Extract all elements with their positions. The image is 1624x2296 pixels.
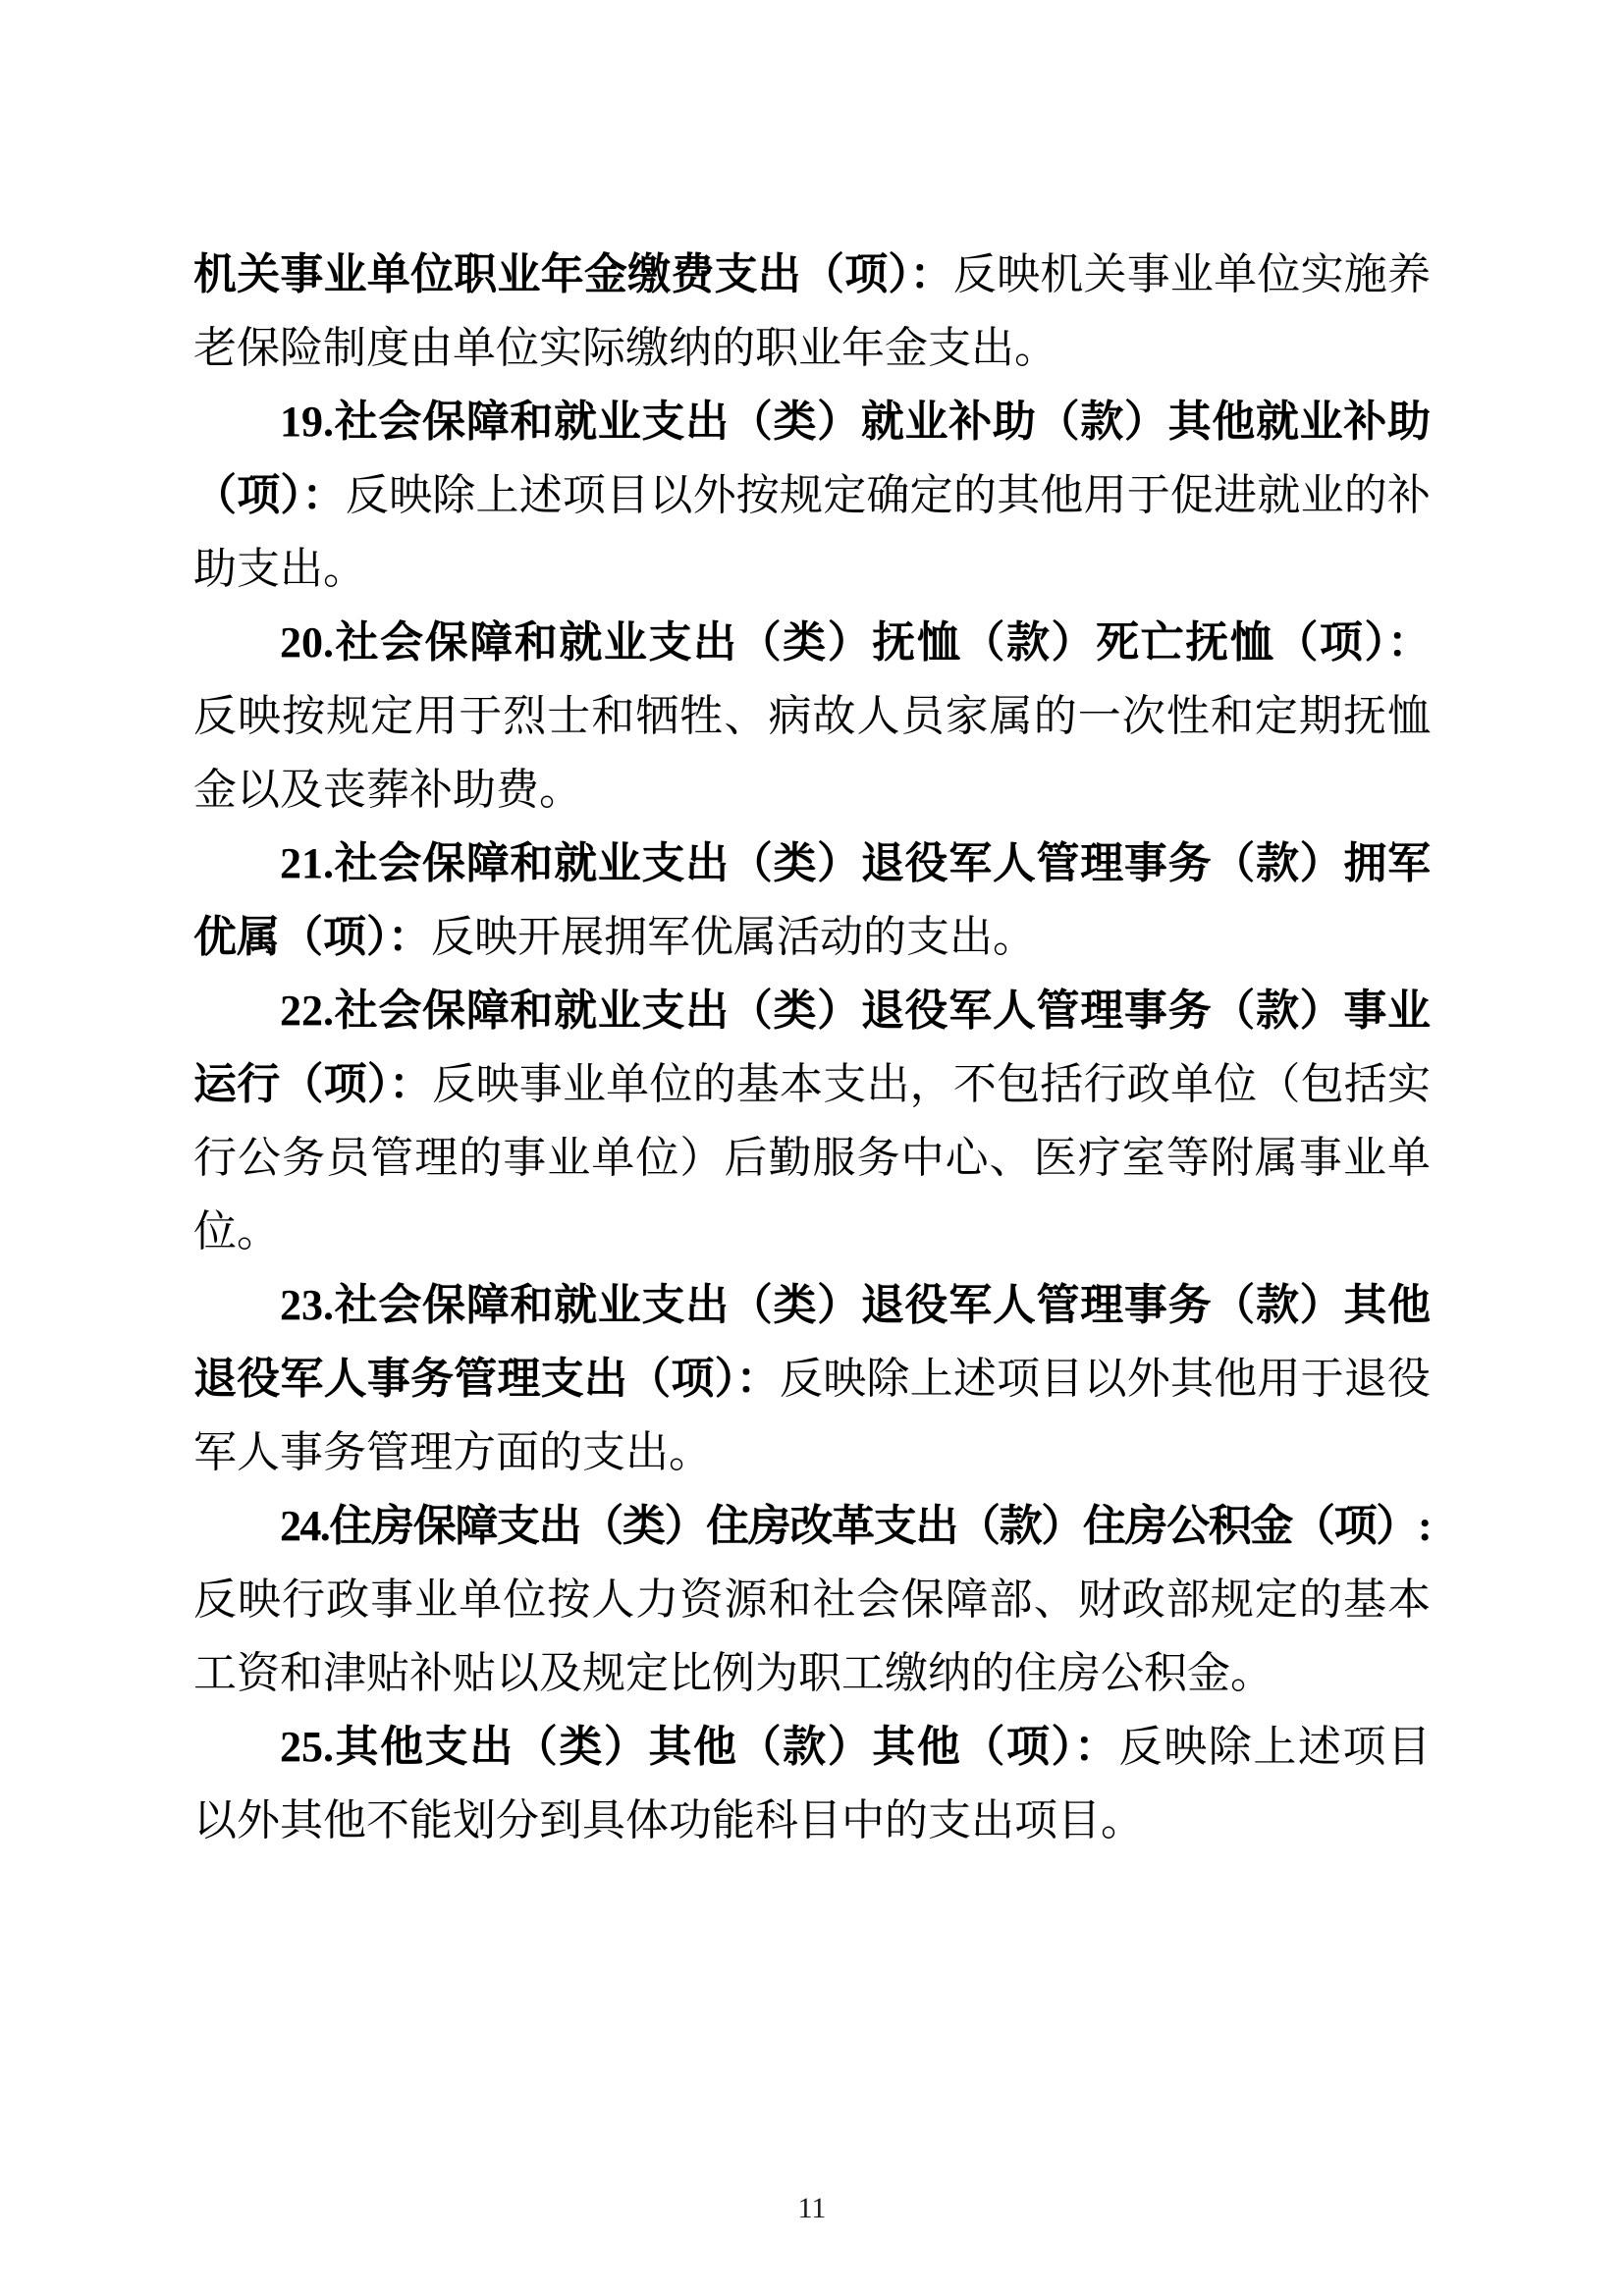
paragraph-item-24 <box>193 1489 1431 1710</box>
item-21-description: 反映开展拥军优属活动的支出。 <box>431 913 1036 961</box>
item-19-description: 反映除上述项目以外按规定确定的其他用于促进就业的补助支出。 <box>193 471 1431 593</box>
item-20-heading: 20.社会保障和就业支出（类）抚恤（款）死亡抚恤（项）： <box>280 618 1431 667</box>
paragraph-item-20 <box>193 606 1431 827</box>
item-24-heading: 24.住房保障支出（类）住房改革支出（款）住房公积金（项）: <box>280 1502 1431 1550</box>
paragraph-item-21 <box>193 827 1431 974</box>
paragraph-item-23 <box>193 1268 1431 1489</box>
item-21-heading: 21.社会保障和就业支出（类）退役军人管理事务（款）拥军优属（项）： <box>193 839 1431 961</box>
page-number: 11 <box>797 2192 827 2224</box>
document-body-text <box>193 238 1431 1857</box>
item-24-description: 反映行政事业单位按人力资源和社会保障部、财政部规定的基本工资和津贴补贴以及规定比例为职工缴纳的住房公积金。 <box>193 1575 1431 1697</box>
item-23-heading: 23.社会保障和就业支出（类）退役军人管理事务（款）其他退役军人事务管理支出（项）： <box>193 1281 1431 1403</box>
paragraph-item-25 <box>193 1710 1431 1857</box>
item-22-description: 反映事业单位的基本支出，不包括行政单位（包括实行公务员管理的事业单位）后勤服务中心、医疗室等附属事业单位。 <box>193 1060 1432 1255</box>
item-23-description: 反映除上述项目以外其他用于退役军人事务管理方面的支出。 <box>193 1355 1431 1476</box>
item-25-description: 反映除上述项目以外其他不能划分到具体功能科目中的支出项目。 <box>193 1723 1432 1844</box>
item-22-heading: 22.社会保障和就业支出（类）退役军人管理事务（款）事业运行（项）： <box>193 987 1431 1108</box>
paragraph-item-22 <box>193 974 1431 1268</box>
item-19-heading: 19.社会保障和就业支出（类）就业补助（款）其他就业补助（项）： <box>193 398 1431 519</box>
item-20-description: 反映按规定用于烈士和牺牲、病故人员家属的一次性和定期抚恤金以及丧葬补助费。 <box>193 692 1431 814</box>
paragraph-continuation-item-18 <box>193 238 1431 385</box>
item-18-heading: 机关事业单位职业年金缴费支出（项）： <box>193 250 953 298</box>
item-18-description: 反映机关事业单位实施养老保险制度由单位实际缴纳的职业年金支出。 <box>193 250 1432 372</box>
paragraph-item-19 <box>193 385 1431 606</box>
item-25-heading: 25.其他支出（类）其他（款）其他（项）： <box>280 1723 1119 1771</box>
